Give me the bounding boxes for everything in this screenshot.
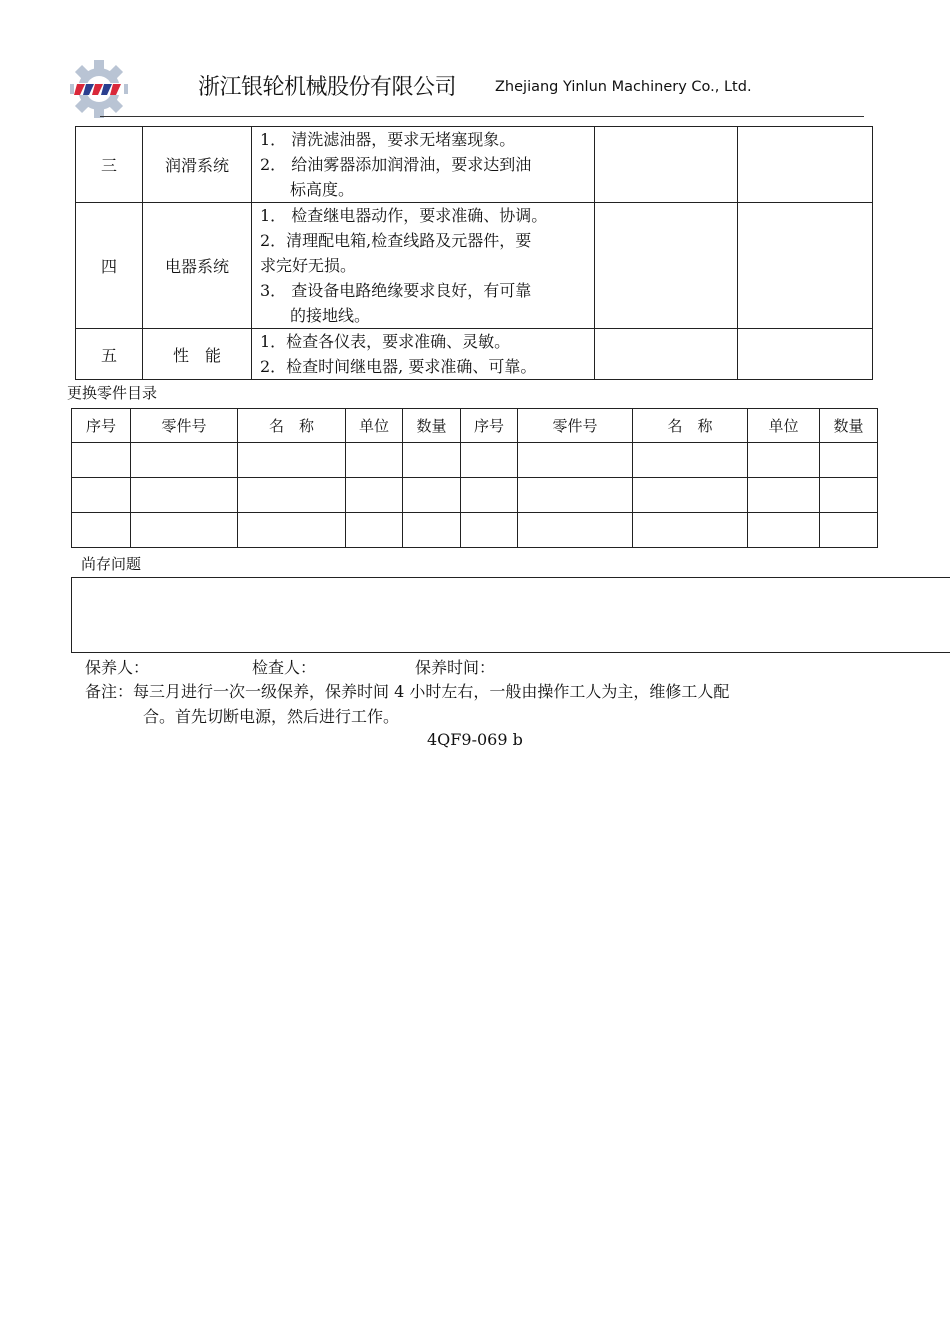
- input-cell[interactable]: [461, 478, 518, 513]
- requirement-line: 2．检查时间继电器, 要求准确、可靠。: [260, 357, 537, 376]
- input-cell[interactable]: [346, 478, 403, 513]
- maintenance-time-label: 保养时间：: [415, 658, 496, 677]
- parts-table: [71, 408, 878, 548]
- column-header: 单位: [346, 409, 403, 443]
- requirement-line: 求完好无损。: [260, 256, 357, 275]
- blank-cell: [738, 329, 873, 380]
- company-name-chinese: 浙江银轮机械股份有限公司: [198, 75, 457, 100]
- item-requirements: [252, 329, 595, 380]
- input-cell[interactable]: [748, 443, 820, 478]
- column-header: 零件号: [518, 409, 633, 443]
- table-row: [76, 127, 873, 203]
- maintenance-table: [75, 126, 873, 380]
- item-requirements: [252, 127, 595, 203]
- input-cell[interactable]: [238, 443, 346, 478]
- input-cell[interactable]: [238, 513, 346, 548]
- system-name: 电器系统: [143, 203, 252, 329]
- input-cell[interactable]: [748, 513, 820, 548]
- requirement-line: 1． 检查继电器动作，要求准确、协调。: [260, 206, 548, 225]
- input-cell[interactable]: [131, 513, 238, 548]
- table-row: [76, 329, 873, 380]
- requirement-line: 标高度。: [290, 180, 355, 199]
- input-cell[interactable]: [131, 443, 238, 478]
- input-cell[interactable]: [820, 443, 878, 478]
- input-cell[interactable]: [633, 513, 748, 548]
- requirement-line: 2．清理配电箱,检查线路及元器件，要: [260, 231, 532, 250]
- input-cell[interactable]: [403, 443, 461, 478]
- inspector-label: 检查人：: [252, 658, 317, 677]
- column-header: 名 称: [238, 409, 346, 443]
- input-cell[interactable]: [238, 478, 346, 513]
- company-logo-gear-icon: [70, 60, 128, 118]
- input-cell[interactable]: [72, 513, 131, 548]
- column-header: 数量: [820, 409, 878, 443]
- input-cell[interactable]: [633, 478, 748, 513]
- column-header: 名 称: [633, 409, 748, 443]
- blank-cell: [595, 203, 738, 329]
- page-header: [0, 0, 950, 120]
- system-name: 性 能: [143, 329, 252, 380]
- input-cell[interactable]: [72, 478, 131, 513]
- table-row: [76, 203, 873, 329]
- input-cell[interactable]: [461, 513, 518, 548]
- column-header: 数量: [403, 409, 461, 443]
- header-divider: [100, 116, 864, 117]
- parts-section-title: 更换零件目录: [67, 384, 158, 402]
- system-name: 润滑系统: [143, 127, 252, 203]
- input-cell[interactable]: [820, 513, 878, 548]
- document-number: 4QF9-069 b: [427, 730, 523, 749]
- blank-cell: [595, 127, 738, 203]
- input-cell[interactable]: [518, 443, 633, 478]
- table-row: [72, 443, 878, 478]
- blank-cell: [738, 127, 873, 203]
- input-cell[interactable]: [748, 478, 820, 513]
- input-cell[interactable]: [633, 443, 748, 478]
- input-cell[interactable]: [518, 513, 633, 548]
- input-cell[interactable]: [72, 443, 131, 478]
- requirement-line: 3． 查设备电路绝缘要求良好，有可靠: [260, 281, 532, 300]
- issues-input-box[interactable]: [71, 577, 950, 653]
- item-index: 五: [76, 329, 143, 380]
- input-cell[interactable]: [518, 478, 633, 513]
- requirement-line: 的接地线。: [290, 306, 371, 325]
- input-cell[interactable]: [346, 513, 403, 548]
- note-line-1: 备注：每三月进行一次一级保养，保养时间 4 小时左右，一般由操作工人为主，维修工人配: [85, 682, 730, 701]
- input-cell[interactable]: [820, 478, 878, 513]
- item-index: 四: [76, 203, 143, 329]
- item-requirements: [252, 203, 595, 329]
- blank-cell: [595, 329, 738, 380]
- requirement-line: 1． 清洗滤油器，要求无堵塞现象。: [260, 130, 516, 149]
- requirement-line: 2． 给油雾器添加润滑油，要求达到油: [260, 155, 532, 174]
- input-cell[interactable]: [403, 478, 461, 513]
- column-header: 序号: [461, 409, 518, 443]
- column-header: 序号: [72, 409, 131, 443]
- input-cell[interactable]: [346, 443, 403, 478]
- table-row: [72, 478, 878, 513]
- requirement-line: 1．检查各仪表，要求准确、灵敏。: [260, 332, 511, 351]
- column-header: 零件号: [131, 409, 238, 443]
- issues-section-title: 尚存问题: [81, 555, 142, 573]
- item-index: 三: [76, 127, 143, 203]
- input-cell[interactable]: [403, 513, 461, 548]
- company-name-english: Zhejiang Yinlun Machinery Co., Ltd.: [495, 79, 752, 95]
- note-line-2: 合。首先切断电源，然后进行工作。: [143, 707, 400, 726]
- input-cell[interactable]: [131, 478, 238, 513]
- column-header: 单位: [748, 409, 820, 443]
- table-row: [72, 513, 878, 548]
- parts-header-row: [72, 409, 878, 443]
- blank-cell: [738, 203, 873, 329]
- maintainer-label: 保养人：: [85, 658, 150, 677]
- input-cell[interactable]: [461, 443, 518, 478]
